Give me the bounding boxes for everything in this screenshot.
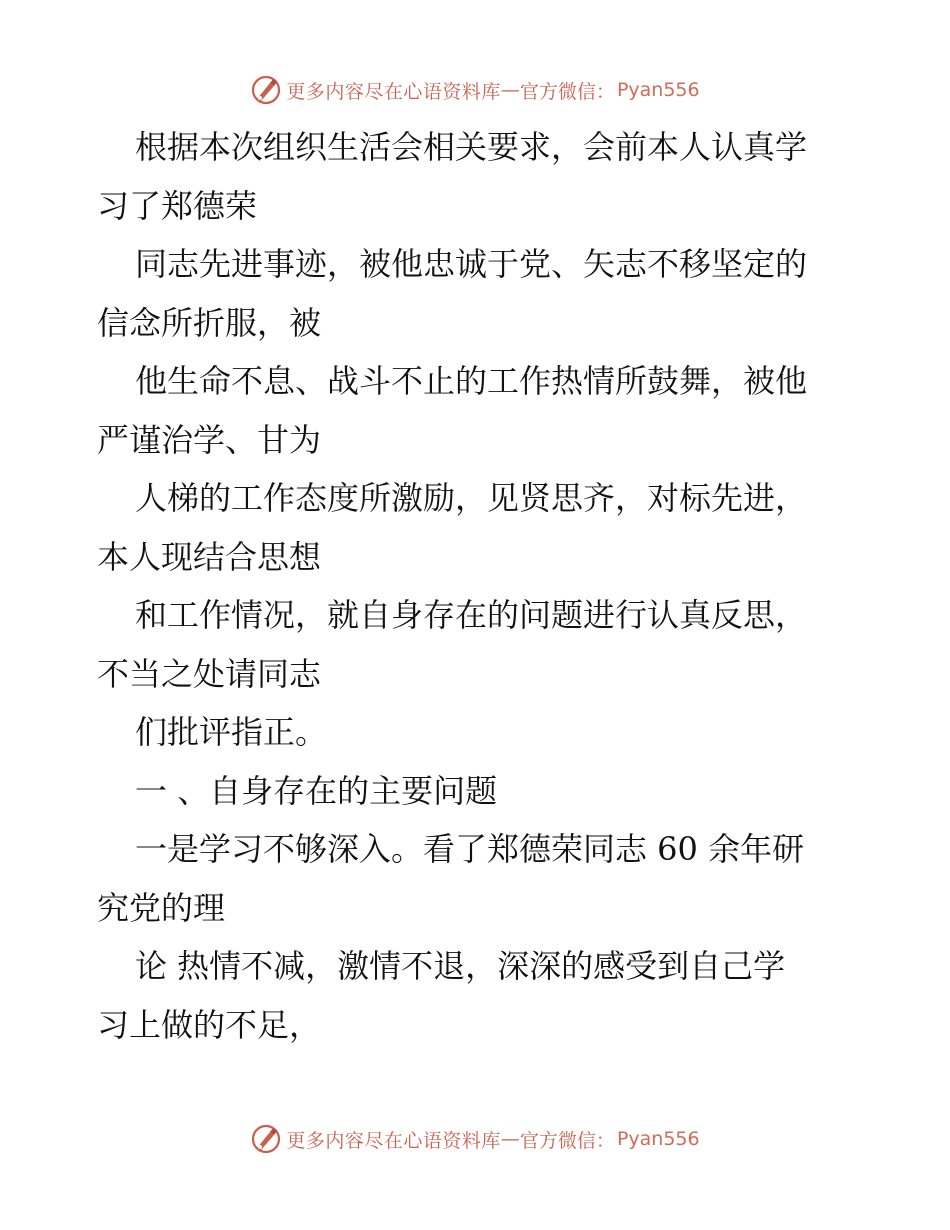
watermark-label: 官方微信： bbox=[519, 80, 615, 103]
text-line: 论 热情不减，激情不退，深深的感受到自己学 bbox=[135, 947, 786, 985]
text-line: 一是学习不够深入。看了郑德荣同志 60 余年研 bbox=[135, 830, 805, 868]
watermark-id: Pyan556 bbox=[616, 1128, 700, 1150]
header-watermark bbox=[0, 74, 950, 106]
watermark-text: 更多内容尽在心语资料库 bbox=[286, 80, 501, 103]
text-line: 们批评指正。 bbox=[135, 713, 328, 751]
section-heading: 一 、自身存在的主要问题 bbox=[135, 771, 498, 810]
text-line: 严谨治学、甘为 bbox=[97, 420, 322, 459]
text-line: 根据本次组织生活会相关要求，会前本人认真学 bbox=[135, 128, 808, 166]
text-line: 不当之处请同志 bbox=[97, 654, 322, 693]
text-line: 和工作情况，就自身存在的问题进行认真反思， bbox=[135, 596, 808, 634]
text-line: 他生命不息、战斗不止的工作热情所鼓舞，被他 bbox=[135, 362, 808, 400]
pen-logo-icon bbox=[250, 74, 282, 106]
footer-watermark bbox=[0, 1123, 950, 1155]
pen-logo-icon bbox=[250, 1123, 282, 1155]
text-line: 本人现结合思想 bbox=[97, 537, 322, 576]
text-line: 究党的理 bbox=[97, 888, 226, 927]
watermark-label: 官方微信： bbox=[519, 1129, 615, 1152]
watermark-separator: — bbox=[500, 1128, 520, 1150]
text-line: 信念所折服，被 bbox=[97, 303, 322, 342]
text-line: 同志先进事迹，被他忠诚于党、矢志不移坚定的 bbox=[135, 245, 808, 283]
watermark-text: 更多内容尽在心语资料库 bbox=[286, 1129, 501, 1152]
watermark-id: Pyan556 bbox=[616, 79, 700, 101]
text-line: 习了郑德荣 bbox=[97, 186, 258, 225]
text-line: 人梯的工作态度所激励，见贤思齐，对标先进， bbox=[135, 479, 808, 517]
document-body bbox=[97, 118, 857, 1054]
text-line: 习上做的不足， bbox=[97, 1005, 322, 1044]
watermark-separator: — bbox=[500, 79, 520, 101]
